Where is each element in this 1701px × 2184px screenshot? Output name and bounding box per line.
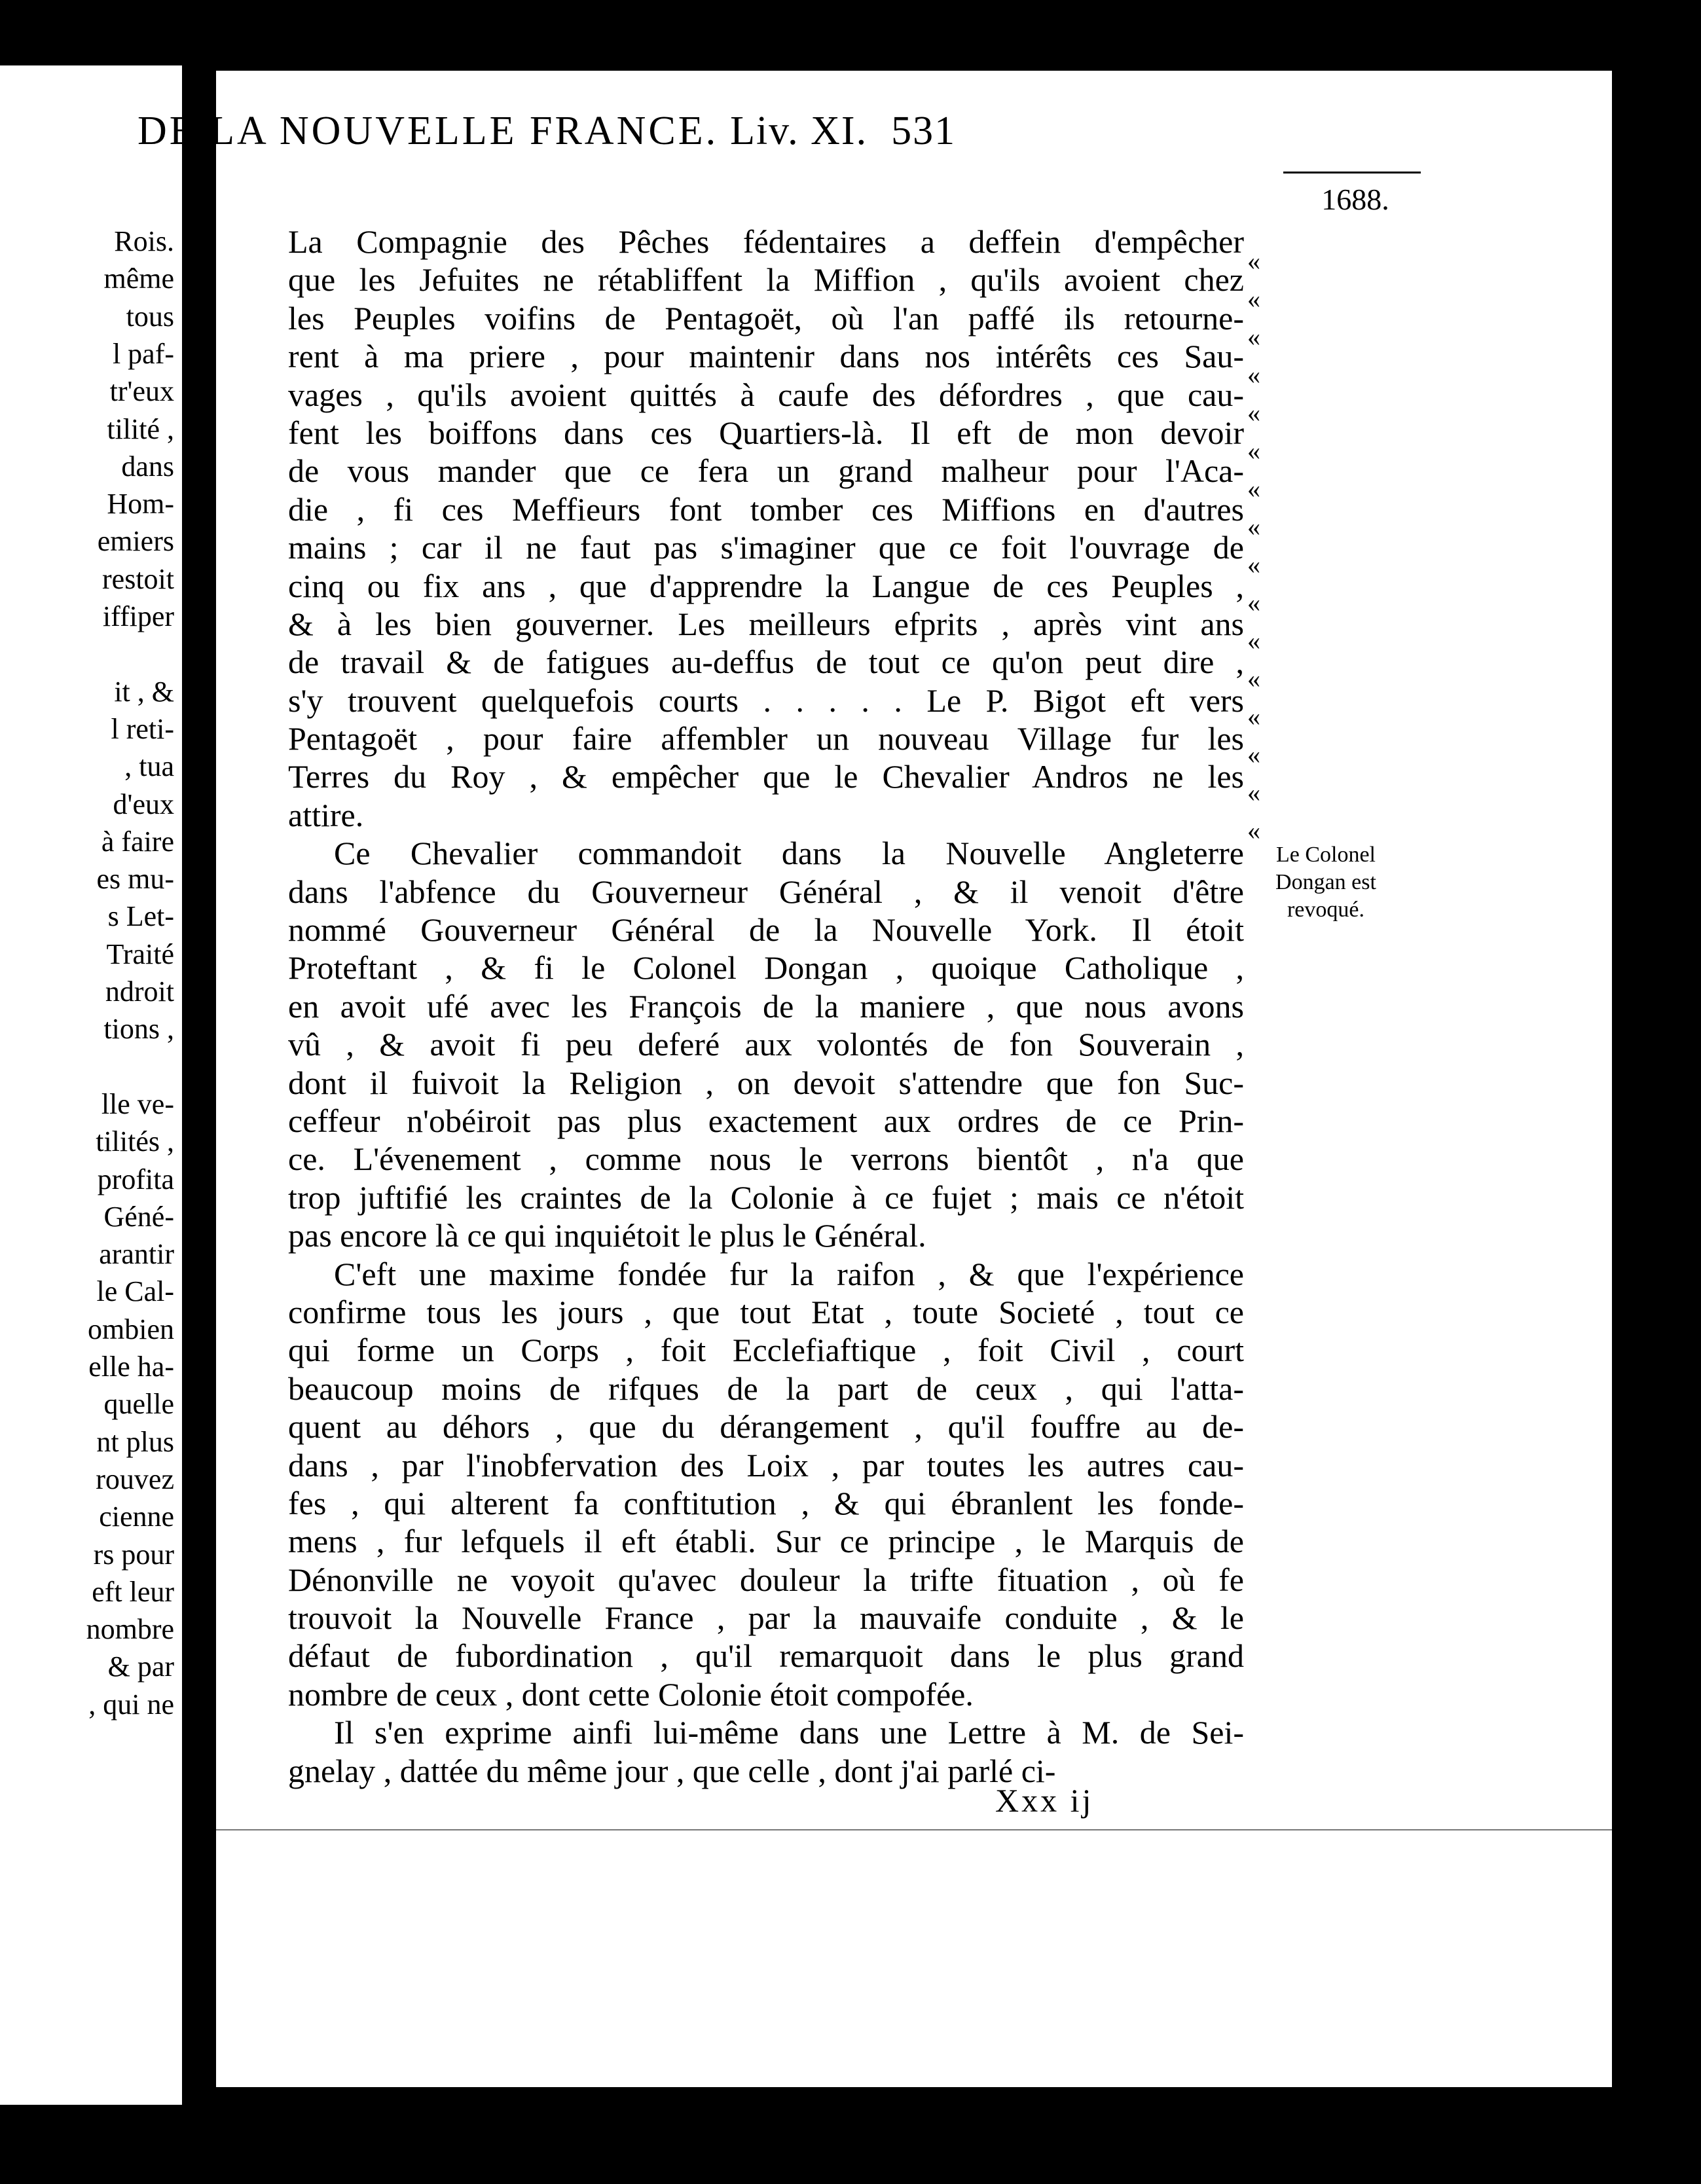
body-line: les Peuples voifins de Pentagoët, où l'an paffé ils retourne- — [288, 299, 1244, 337]
margin-note-line: Le Colonel — [1275, 843, 1376, 867]
quote-mark: « — [1247, 512, 1260, 541]
left-page-line: tr'eux — [109, 375, 174, 408]
signature-mark: Xxx ij — [995, 1782, 1094, 1819]
year-rule — [1283, 172, 1421, 173]
body-line: s'y trouvent quelquefois courts . . . . . Le P. Bigot eft vers — [288, 682, 1244, 719]
body-line: de travail & de fatigues au-deffus de tout ce qu'on peut dire , — [288, 644, 1244, 681]
left-page-line: à faire — [101, 825, 174, 858]
quote-mark: « — [1247, 664, 1260, 693]
body-line: nombre de ceux , dont cette Colonie étoit compofée. — [288, 1675, 974, 1713]
body-line: fent les boiffons dans ces Quartiers-là. Il eft de mon devoir — [288, 414, 1244, 451]
left-page-line: nombre — [86, 1613, 174, 1646]
left-page-line: nt plus — [96, 1425, 174, 1458]
quote-mark: « — [1247, 398, 1260, 428]
left-page-line: d'eux — [113, 788, 174, 820]
quote-mark: « — [1247, 588, 1260, 617]
body-line: beaucoup moins de rifques de la part de ceux , qui l'atta- — [288, 1370, 1244, 1407]
body-line: Ce Chevalier commandoit dans la Nouvelle Angleterre — [334, 835, 1244, 872]
left-page-line: tilité , — [107, 412, 174, 445]
body-line: gnelay , dattée du même jour , que celle , dont j'ai parlé ci- — [288, 1752, 1056, 1789]
left-page-line: ndroit — [105, 975, 174, 1008]
body-line: trop juftifié les craintes de la Colonie à ce fujet ; mais ce n'étoit — [288, 1178, 1244, 1216]
quote-mark: « — [1247, 360, 1260, 390]
body-line: de vous mander que ce fera un grand malheur pour l'Aca- — [288, 452, 1244, 490]
quote-mark: « — [1247, 816, 1260, 845]
page-number: 531 — [891, 109, 957, 153]
body-line: rent à ma priere , pour maintenir dans nos intérêts ces Sau- — [288, 338, 1244, 375]
body-line: confirme tous les jours , que tout Etat , toute Societé , tout ce — [288, 1293, 1244, 1330]
body-line: que les Jefuites ne rétabliffent la Miffion , qu'ils avoient chez — [288, 261, 1244, 299]
running-head — [137, 105, 1251, 157]
left-page-line: tilités , — [96, 1125, 174, 1158]
quote-mark: « — [1247, 474, 1260, 503]
body-line: dans , par l'inobfervation des Loix , par toutes les autres cau- — [288, 1446, 1244, 1483]
left-page-fragment — [0, 65, 182, 2105]
left-page-line: elle ha- — [88, 1351, 174, 1383]
body-line: Dénonville ne voyoit qu'avec douleur la trifte fituation , où fe — [288, 1561, 1244, 1598]
left-page-line: le Cal- — [96, 1275, 174, 1308]
left-page-line: it , & — [114, 675, 174, 708]
body-line: mains ; car il ne faut pas s'imaginer que ce foit l'ouvrage de — [288, 529, 1244, 566]
body-line: nommé Gouverneur Général de la Nouvelle York. Il étoit — [288, 911, 1244, 949]
left-page-line: rs pour — [93, 1538, 174, 1571]
left-page-line: & par — [107, 1650, 174, 1683]
left-page-line: es mu- — [96, 863, 174, 896]
body-line: ceffeur n'obéiroit pas plus exactement aux ordres de ce Prin- — [288, 1102, 1244, 1139]
left-page-line: Rois. — [114, 225, 174, 257]
quote-mark: « — [1247, 626, 1260, 655]
left-page-line: lle ve- — [101, 1087, 174, 1120]
left-page-line: eft leur — [92, 1575, 174, 1608]
body-line: dont il fuivoit la Religion , on devoit s'attendre que fon Suc- — [288, 1064, 1244, 1101]
left-page-line: profita — [97, 1163, 174, 1195]
body-line: & à les bien gouverner. Les meilleurs efprits , après vint ans — [288, 605, 1244, 642]
page-bottom-rule — [216, 1829, 1612, 1830]
running-head-book: Liv. XI. — [730, 109, 868, 153]
body-line: trouvoit la Nouvelle France , par la mauvaife conduite , & le — [288, 1599, 1244, 1637]
body-line: die , fi ces Meffieurs font tomber ces Miffions en d'autres — [288, 490, 1244, 528]
body-line: Proteftant , & fi le Colonel Dongan , quoique Catholique , — [288, 949, 1244, 987]
left-page-line: Hom- — [107, 488, 174, 520]
body-line: fes , qui alterent fa conftitution , & qui ébranlent les fonde- — [288, 1484, 1244, 1521]
body-line: cinq ou fix ans , que d'apprendre la Langue de ces Peuples , — [288, 567, 1244, 604]
body-line: qui forme un Corps , foit Ecclefiaftique , foit Civil , court — [288, 1332, 1244, 1369]
body-line: quent au déhors , que du dérangement , qu'il fouffre au de- — [288, 1408, 1244, 1446]
quote-mark: « — [1247, 322, 1260, 352]
body-text — [288, 223, 1244, 1790]
quote-mark: « — [1247, 246, 1260, 276]
left-page-line: s Let- — [107, 900, 174, 933]
left-page-line: Traité — [106, 937, 174, 970]
left-page-line: cienne — [99, 1501, 174, 1533]
quote-marks-column — [1247, 242, 1273, 850]
body-line: La Compagnie des Pêches fédentaires a deffein d'empêcher — [288, 223, 1244, 260]
left-page-line: ombien — [88, 1313, 174, 1345]
body-line: dans l'abfence du Gouverneur Général , & il venoit d'être — [288, 873, 1244, 910]
body-line: pas encore là ce qui inquiétoit le plus le Général. — [288, 1217, 926, 1254]
left-page-line: iffiper — [102, 600, 174, 632]
quote-mark: « — [1247, 778, 1260, 807]
left-page-line: rouvez — [96, 1463, 174, 1495]
margin-note — [1244, 841, 1408, 924]
left-page-line: tions , — [103, 1013, 174, 1046]
body-line: attire. — [288, 796, 364, 833]
left-page-line: dans — [121, 450, 174, 482]
body-line: ce. L'évenement , comme nous le verrons bientôt , n'a que — [288, 1140, 1244, 1178]
margin-year: 1688. — [1321, 183, 1389, 216]
left-page-line: , tua — [124, 750, 174, 783]
left-page-line: Géné- — [103, 1200, 174, 1233]
left-page-line: quelle — [103, 1388, 174, 1421]
quote-mark: « — [1247, 284, 1260, 314]
left-page-line: emiers — [97, 525, 174, 558]
body-line: Terres du Roy , & empêcher que le Chevalier Andros ne les — [288, 758, 1244, 795]
left-page-line: l reti- — [111, 712, 174, 745]
margin-note-line: Dongan est — [1275, 870, 1376, 894]
quote-mark: « — [1247, 550, 1260, 579]
running-head-title: DE LA NOUVELLE FRANCE. — [137, 109, 719, 153]
left-page-line: tous — [126, 300, 174, 333]
body-line: C'eft une maxime fondée fur la raifon , & que l'expérience — [334, 1255, 1244, 1292]
body-line: Il s'en exprime ainfi lui-même dans une Lettre à M. de Sei- — [334, 1714, 1244, 1751]
left-page-line: même — [103, 263, 174, 295]
body-line: Pentagoët , pour faire affembler un nouveau Village fur les — [288, 720, 1244, 757]
left-page-line: l paf- — [112, 337, 174, 370]
left-page-line: arantir — [99, 1238, 174, 1271]
quote-mark: « — [1247, 436, 1260, 465]
left-page-line: , qui ne — [88, 1688, 174, 1720]
quote-mark: « — [1247, 740, 1260, 769]
body-line: défaut de fubordination , qu'il remarquoit dans le plus grand — [288, 1637, 1244, 1675]
body-line: en avoit ufé avec les François de la maniere , que nous avons — [288, 987, 1244, 1025]
body-line: vages , qu'ils avoient quittés à caufe des défordres , que cau- — [288, 376, 1244, 413]
body-line: vû , & avoit fi peu deferé aux volontés de fon Souverain , — [288, 1026, 1244, 1063]
body-line: mens , fur lefquels il eft établi. Sur ce principe , le Marquis de — [288, 1523, 1244, 1560]
quote-mark: « — [1247, 702, 1260, 731]
margin-note-line: revoqué. — [1287, 898, 1364, 922]
left-page-line: restoit — [102, 562, 174, 595]
